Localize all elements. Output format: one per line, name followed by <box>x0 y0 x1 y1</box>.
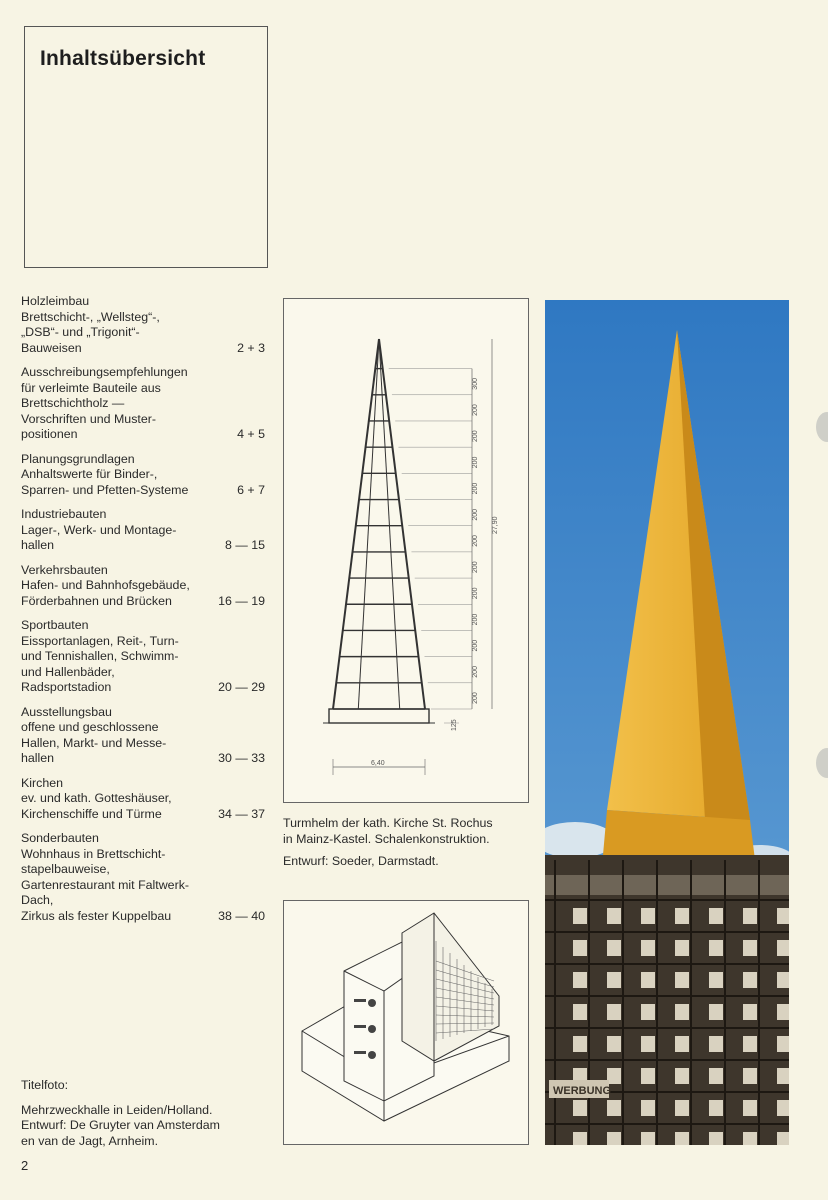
spire-drawing-svg <box>284 299 530 804</box>
toc-entry-line: Lager-, Werk- und Montage- <box>21 522 177 537</box>
toc-entry-line: Bauweisen <box>21 340 82 355</box>
toc-entry-heading: Verkehrsbauten <box>21 562 108 577</box>
toc-entry-line: „DSB“- und „Trigonit“- <box>21 325 140 339</box>
base-height-label: 125 <box>451 719 458 731</box>
toc-entry-line: Vorschriften und Muster- <box>21 411 156 426</box>
toc-entry-line: Hafen- und Bahnhofsgebäude, <box>21 578 190 592</box>
toc-entry-line: Gartenrestaurant mit Faltwerk- <box>21 877 190 892</box>
page-number: 2 <box>21 1158 29 1173</box>
cover-photo-line: Entwurf: De Gruyter van Amsterdam <box>21 1118 221 1132</box>
toc-entry-line: Hallen, Markt- und Messe- <box>21 735 167 750</box>
toc-entry-pages: 16 — 19 <box>218 593 265 608</box>
toc-entry-line: positionen <box>21 427 78 441</box>
toc-entry-line: Eissportanlagen, Reit-, Turn- <box>21 633 179 648</box>
dimension-label: 200 <box>472 456 479 469</box>
toc-entry-line: Kirchenschiffe und Türme <box>21 806 162 821</box>
dimension-label: 300 <box>472 378 479 390</box>
toc-entry-pages: 8 — 15 <box>225 538 265 552</box>
toc-entry-line: hallen <box>21 751 55 765</box>
toc-entry-pages: 20 — 29 <box>218 680 265 694</box>
toc-entry <box>21 452 267 499</box>
toc-entry-heading: Kirchen <box>21 775 64 790</box>
toc-entry <box>21 705 267 767</box>
toc-entry <box>21 776 267 823</box>
spire-photo <box>545 300 789 1145</box>
page-title: Inhaltsübersicht <box>40 47 206 70</box>
toc-entry-heading: Sonderbauten <box>21 831 99 845</box>
toc-entry-line: hallen <box>21 538 55 552</box>
toc-entry-heading: Ausschreibungsempfehlungen <box>21 365 188 379</box>
toc-entry-pages: 6 + 7 <box>237 482 265 497</box>
caption-credit: Entwurf: Soeder, Darmstadt. <box>283 854 439 868</box>
toc-entry-line: ev. und kath. Gotteshäuser, <box>21 791 172 805</box>
toc-entry-line: Förderbahnen und Brücken <box>21 593 172 608</box>
caption-line: Turmhelm der kath. Kirche St. Rochus <box>283 816 493 830</box>
dimension-label: 200 <box>472 613 479 626</box>
toc-entry-line: Dach, <box>21 893 54 907</box>
toc-entry-heading: Holzleimbau <box>21 294 90 308</box>
toc-entry-heading: Ausstellungsbau <box>21 704 112 719</box>
caption-line: in Mainz-Kastel. Schalenkonstruktion. <box>283 831 490 846</box>
cover-photo-line: en van de Jagt, Arnheim. <box>21 1133 159 1148</box>
toc-entry-line: offene und geschlossene <box>21 720 159 734</box>
toc-entry-line: stapelbauweise, <box>21 862 110 876</box>
cover-photo-credit <box>21 1078 220 1149</box>
total-height-label: 27,90 <box>492 516 499 534</box>
toc-entry-pages: 2 + 3 <box>237 340 265 355</box>
toc-entry-line: für verleimte Bauteile aus <box>21 380 161 395</box>
toc-entry-heading: Industriebauten <box>21 507 107 521</box>
toc-entry-pages: 30 — 33 <box>218 751 265 765</box>
dimension-label: 200 <box>472 666 479 678</box>
cover-photo-line: Mehrzweckhalle in Leiden/Holland. <box>21 1102 213 1117</box>
dimension-label: 200 <box>472 404 479 416</box>
base-width-label: 6,40 <box>371 760 385 767</box>
binder-hole-bottom <box>816 748 828 778</box>
toc-entry <box>21 831 267 924</box>
spire-drawing <box>283 298 529 803</box>
building-sign: WERBUNG <box>553 1085 612 1097</box>
dimension-label: 200 <box>472 535 479 547</box>
toc-entry-line: Wohnhaus in Brettschicht- <box>21 846 166 861</box>
dimension-label: 200 <box>472 639 479 652</box>
toc-entry-line: und Tennishallen, Schwimm- <box>21 649 179 663</box>
toc-entry-line: Brettschicht-, „Wellsteg“-, <box>21 309 160 324</box>
binder-hole-top <box>816 412 828 442</box>
toc-entry-line: Zirkus als fester Kuppelbau <box>21 908 172 923</box>
figure-caption <box>283 816 493 870</box>
toc-entry <box>21 294 267 356</box>
joint-detail-drawing <box>283 900 529 1145</box>
table-of-contents <box>21 294 267 933</box>
dimension-label: 200 <box>472 508 479 521</box>
toc-entry <box>21 507 267 554</box>
toc-entry-line: Sparren- und Pfetten-Systeme <box>21 482 189 497</box>
toc-entry-heading: Planungsgrundlagen <box>21 451 135 466</box>
dimension-label: 200 <box>472 587 479 600</box>
toc-entry <box>21 618 267 696</box>
toc-entry-line: Anhaltswerte für Binder-, <box>21 467 158 481</box>
toc-entry-pages: 4 + 5 <box>237 427 265 441</box>
toc-entry-line: und Hallenbäder, <box>21 664 115 679</box>
spire-photo-svg <box>545 300 789 1145</box>
dimension-label: 200 <box>472 561 479 573</box>
dimension-label: 200 <box>472 692 479 704</box>
joint-detail-svg <box>284 901 530 1146</box>
dimension-label: 200 <box>472 482 479 495</box>
toc-entry <box>21 365 267 443</box>
cover-photo-label: Titelfoto: <box>21 1078 69 1092</box>
toc-entry-heading: Sportbauten <box>21 618 89 632</box>
toc-entry-line: Brettschichtholz — <box>21 396 125 410</box>
toc-entry-pages: 38 — 40 <box>218 908 265 923</box>
toc-entry <box>21 563 267 610</box>
title-box <box>24 26 268 268</box>
toc-entry-pages: 34 — 37 <box>218 806 265 821</box>
dimension-label: 200 <box>472 430 479 443</box>
toc-entry-line: Radsportstadion <box>21 680 112 694</box>
